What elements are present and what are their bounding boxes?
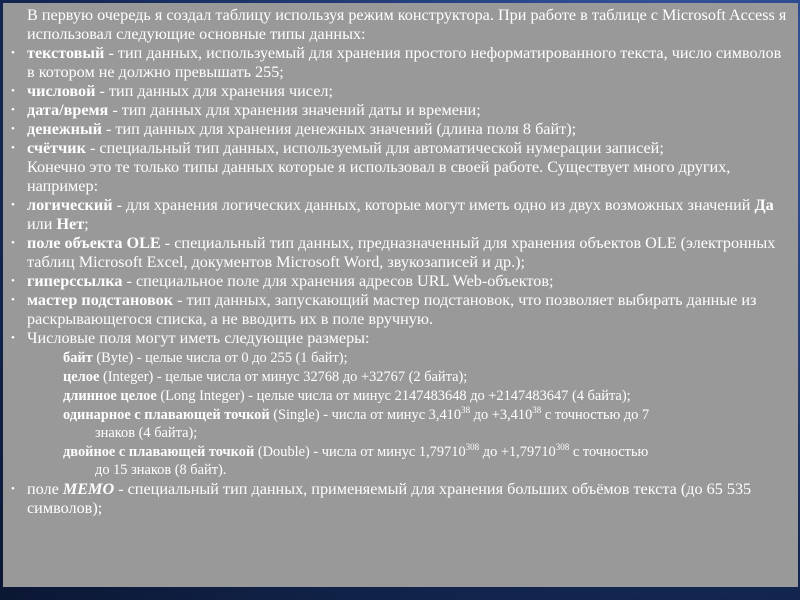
term: поле объекта OLE xyxy=(27,234,161,252)
bullet-icon: • xyxy=(11,104,15,116)
bullet-icon: • xyxy=(11,199,15,211)
desc: (Long Integer) - целые числа от минус 2147483648 до +2147483647 (4 байта); xyxy=(156,388,631,404)
term: дата/время xyxy=(27,101,109,119)
desc: - специальный тип данных, предназначенный для хранения объектов OLE (электронных таблиц Microsoft Excel, документов Microsoft Word, звукозаписей и др.); xyxy=(27,234,776,271)
bullet-icon: • xyxy=(11,142,15,154)
bullet-icon: • xyxy=(11,85,15,97)
type-text xyxy=(11,44,788,82)
desc: (Integer) - целые числа от минус 32768 до +32767 (2 байта); xyxy=(99,369,468,385)
term: числовой xyxy=(27,82,96,100)
bullet-icon: • xyxy=(11,483,15,495)
intro-paragraph: В первую очередь я создал таблицу используя режим конструктора. При работе в таблице с Microsoft Access я использовал следующие основные типы данных: xyxy=(27,6,787,43)
desc: с точностью xyxy=(569,444,649,460)
term: длинное целое xyxy=(63,388,157,404)
term: текстовый xyxy=(27,44,105,62)
middle-paragraph: Конечно это те только типы данных которые я использовал в своей работе. Существует много других, например: xyxy=(27,158,731,195)
size-double xyxy=(11,443,788,479)
size-byte xyxy=(11,349,788,367)
desc: - специальное поле для хранения адресов URL Web-объектов; xyxy=(122,272,554,290)
sizes-intro-text: Числовые поля могут иметь следующие размеры: xyxy=(27,329,370,347)
term: MEMO xyxy=(62,480,115,498)
term: байт xyxy=(63,350,93,366)
term: целое xyxy=(63,369,100,385)
exponent: 308 xyxy=(555,442,570,453)
bullet-icon: • xyxy=(11,275,15,287)
desc: (Byte) - целые числа от 0 до 255 (1 байт); xyxy=(92,350,348,366)
term: гиперссылка xyxy=(27,272,123,290)
bullet-icon: • xyxy=(11,332,15,344)
term: логический xyxy=(27,196,113,214)
size-single xyxy=(11,406,788,442)
desc: - для хранения логических данных, которые могут иметь одно из двух возможных значений xyxy=(112,196,755,214)
term: одинарное с плавающей точкой xyxy=(63,407,270,423)
term: счётчик xyxy=(27,139,86,157)
desc-continued: до 15 знаков (8 байт). xyxy=(95,462,227,478)
size-integer xyxy=(11,368,788,386)
type-number xyxy=(11,82,788,101)
desc-continued: знаков (4 байта); xyxy=(95,425,198,441)
exponent: 38 xyxy=(532,405,542,416)
desc: - специальный тип данных, применяемый для хранения больших объёмов текста (до 65 535 символов); xyxy=(27,480,752,517)
or-text: или xyxy=(27,215,57,233)
type-ole xyxy=(11,234,788,272)
desc: - тип данных для хранения денежных значений (длина поля 8 байт); xyxy=(101,120,577,138)
term: денежный xyxy=(27,120,102,138)
type-counter xyxy=(11,139,788,158)
desc: - тип данных, запускающий мастер подстановок, что позволяет выбирать данные из раскрывающегося списка, а не вводить их в поле вручную. xyxy=(27,291,757,328)
desc: - тип данных для хранения чисел; xyxy=(95,82,333,100)
desc: (Single) - числа от минус 3,410 xyxy=(269,407,462,423)
desc: - специальный тип данных, используемый для автоматической нумерации записей; xyxy=(85,139,664,157)
memo-pre: поле xyxy=(27,480,63,498)
size-long-integer xyxy=(11,387,788,405)
type-logical xyxy=(11,196,788,234)
end-text: ; xyxy=(84,215,89,233)
desc: (Double) - числа от минус 1,79710 xyxy=(254,444,466,460)
term: мастер подстановок xyxy=(27,291,174,309)
desc: до +1,79710 xyxy=(479,444,556,460)
bullet-icon: • xyxy=(11,123,15,135)
type-memo xyxy=(11,480,788,518)
value-yes: Да xyxy=(754,196,774,214)
term: двойное с плавающей точкой xyxy=(63,444,255,460)
bullet-icon: • xyxy=(11,237,15,249)
type-hyperlink xyxy=(11,272,788,291)
desc: - тип данных для хранения значений даты и времени; xyxy=(108,101,481,119)
desc: до +3,410 xyxy=(470,407,533,423)
bullet-icon: • xyxy=(11,294,15,306)
desc: с точностью до 7 xyxy=(541,407,650,423)
type-datetime xyxy=(11,101,788,120)
exponent: 38 xyxy=(461,405,471,416)
text-box xyxy=(3,3,798,587)
value-no: Нет xyxy=(56,215,85,233)
type-lookup xyxy=(11,291,788,329)
desc: - тип данных, используемый для хранения простого неформатированного текста, число символов в котором не должно превышать 255; xyxy=(27,44,782,81)
exponent: 308 xyxy=(465,442,480,453)
type-currency xyxy=(11,120,788,139)
sizes-intro xyxy=(11,329,788,348)
bullet-icon: • xyxy=(11,47,15,59)
